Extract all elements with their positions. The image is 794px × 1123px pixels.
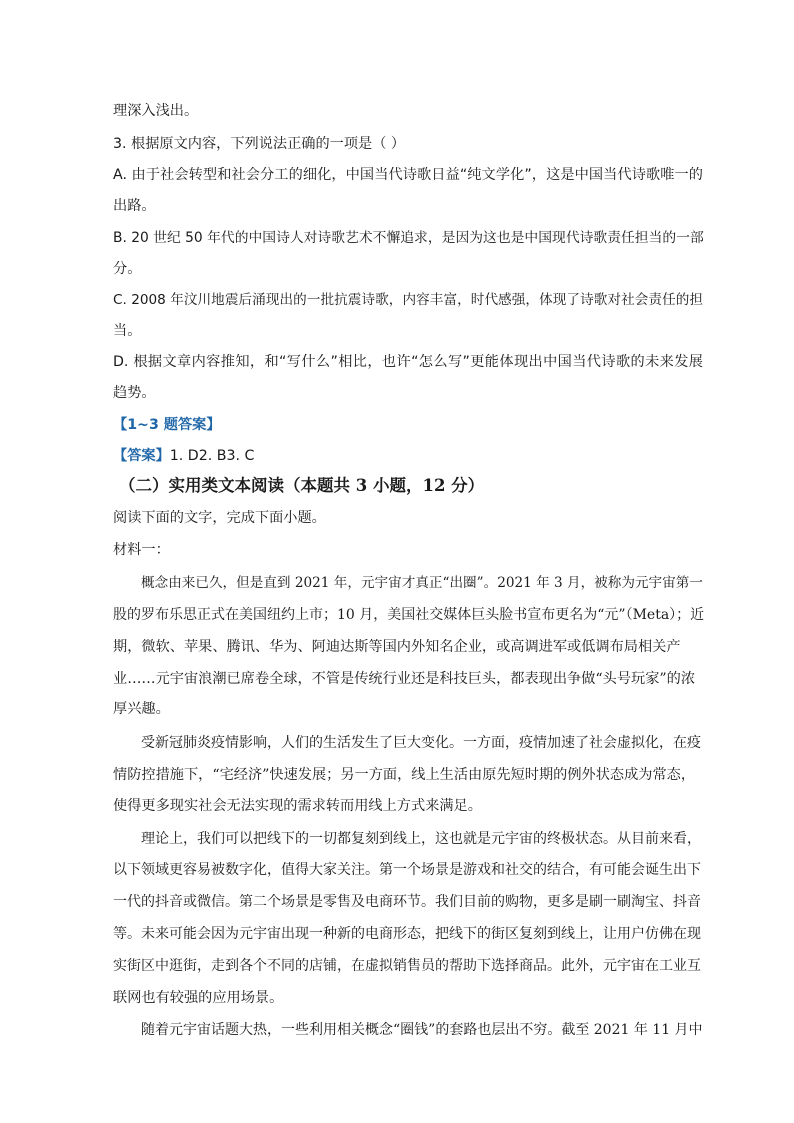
paragraph-line: 一代的抖音或微信。第二个场景是零售及电商环节。我们目前的购物，更多是刷一刷淘宝、抖音 [113, 894, 701, 910]
option-c-cont: 当。 [113, 323, 142, 339]
question-3: 3. 根据原文内容，下列说法正确的一项是（ ） [113, 136, 406, 152]
text-line: 理深入浅出。 [113, 103, 199, 119]
option-b-cont: 分。 [113, 261, 142, 277]
paragraph-line: 理论上，我们可以把线下的一切都复刻到线上，这也就是元宇宙的终极状态。从目前来看， [141, 831, 701, 847]
option-b: B. 20 世纪 50 年代的中国诗人对诗歌艺术不懈追求，是因为这也是中国现代诗歌责任担当的一部 [113, 230, 704, 246]
paragraph-line: 等。未来可能会因为元宇宙出现一种新的电商形态，把线下的街区复刻到线上，让用户仿佛在现 [113, 926, 701, 942]
answer-header: 【1~3 题答案】 [113, 417, 221, 433]
option-a: A. 由于社会转型和社会分工的细化，中国当代诗歌日益“纯文学化”，这是中国当代诗歌唯一的 [113, 167, 703, 183]
section-title: （二）实用类文本阅读（本题共 3 小题，12 分） [119, 476, 485, 495]
paragraph-line: 期，微软、苹果、腾讯、华为、阿迪达斯等国内外知名企业，或高调进军或低调布局相关产 [113, 639, 681, 655]
paragraph-line: 随着元宇宙话题大热，一些利用相关概念“圈钱”的套路也层出不穷。截至 2021 年 11 月中 [141, 1022, 703, 1038]
option-d: D. 根据文章内容推知，和“写什么”相比，也许“怎么写”更能体现出中国当代诗歌的未来发展 [113, 354, 703, 370]
answer-value: 1. D2. B3. C [169, 448, 255, 464]
paragraph-line: 厚兴趣。 [113, 701, 170, 717]
paragraph-line: 股的罗布乐思正式在美国纽约上市；10 月，美国社交媒体巨头脸书宣布更名为“元”（Meta）；近 [113, 607, 705, 623]
option-a-cont: 出路。 [113, 198, 156, 214]
option-c: C. 2008 年汶川地震后涌现出的一批抗震诗歌，内容丰富，时代感强，体现了诗歌对社会责任的担 [113, 292, 703, 308]
answer-label: 【答案】 [113, 448, 170, 464]
instruction: 阅读下面的文字，完成下面小题。 [113, 510, 326, 526]
paragraph-line: 联网也有较强的应用场景。 [113, 990, 284, 1006]
option-d-cont: 趋势。 [113, 385, 156, 401]
material-label: 材料一： [113, 542, 170, 558]
paragraph-line: 实街区中逛街，走到各个不同的店铺，在虚拟销售员的帮助下选择商品。此外，元宇宙在工业互 [113, 958, 701, 974]
paragraph-line: 以下领域更容易被数字化，值得大家关注。第一个场景是游戏和社交的结合，有可能会诞生出下 [113, 862, 701, 878]
paragraph-line: 情防控措施下，“宅经济”快速发展；另一方面，线上生活由原先短时期的例外状态成为常态， [113, 767, 696, 783]
paragraph-line: 概念由来已久，但是直到 2021 年，元宇宙才真正“出圈”。2021 年 3 月，被称为元宇宙第一 [141, 575, 703, 591]
paragraph-line: 使得更多现实社会无法实现的需求转而用线上方式来满足。 [113, 798, 482, 814]
answer-line [113, 446, 703, 466]
paragraph-line: 业……元宇宙浪潮已席卷全球，不管是传统行业还是科技巨头，都表现出争做“头号玩家”的浓 [113, 671, 696, 687]
paragraph-line: 受新冠肺炎疫情影响，人们的生活发生了巨大变化。一方面，疫情加速了社会虚拟化，在疫 [141, 735, 701, 751]
